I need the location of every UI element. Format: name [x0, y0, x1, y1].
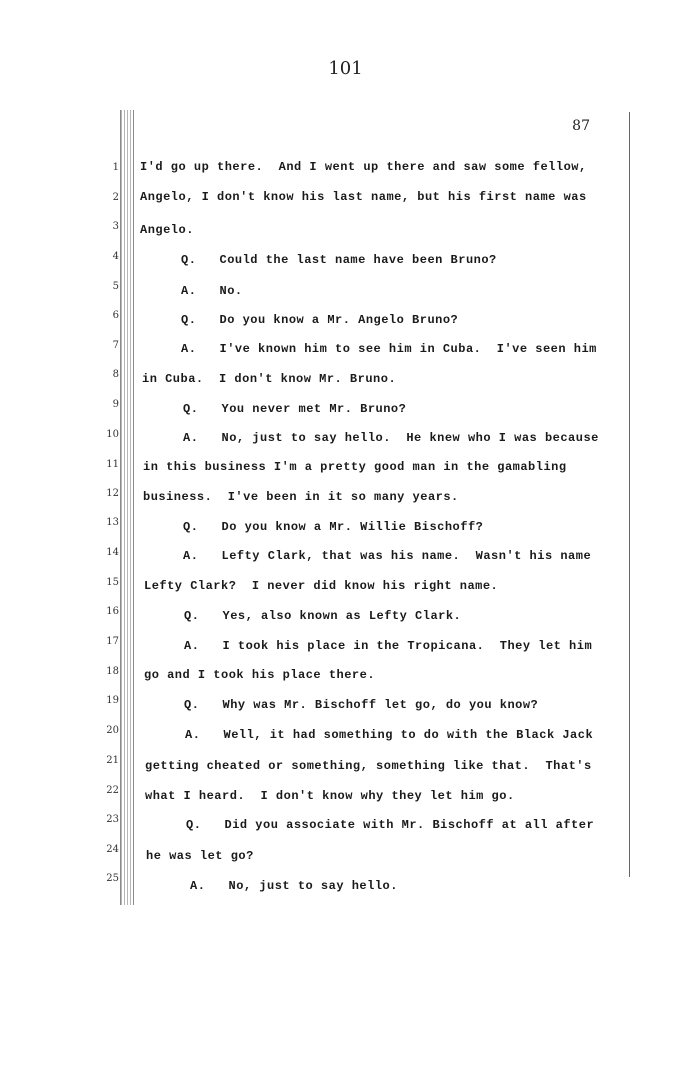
line-number: 18: [106, 666, 119, 677]
transcript-line: A. No, just to say hello.: [190, 879, 398, 893]
left-margin-rule: [120, 110, 134, 905]
line-number: 9: [112, 399, 119, 410]
line-number: 22: [106, 785, 119, 796]
transcript-line: A. Well, it had something to do with the Black Jack: [185, 728, 594, 742]
line-number: 12: [106, 488, 119, 499]
transcript-line: go and I took his place there.: [144, 668, 376, 682]
transcript-line: getting cheated or something, something like that. That's: [145, 759, 592, 773]
line-number: 17: [106, 636, 119, 647]
line-number: 3: [112, 221, 119, 232]
transcript-line: Lefty Clark? I never did know his right name.: [144, 579, 499, 593]
line-number: 1: [112, 162, 119, 173]
line-number: 11: [106, 459, 119, 470]
line-number: 24: [106, 844, 119, 855]
line-number: 25: [106, 873, 119, 884]
line-number: 20: [106, 725, 119, 736]
line-number: 23: [106, 814, 119, 825]
page-number: 101: [328, 58, 363, 79]
line-number: 14: [106, 547, 119, 558]
transcript-line: Angelo.: [140, 223, 194, 237]
transcript-line: Q. Could the last name have been Bruno?: [181, 253, 497, 267]
transcript-line: A. No, just to say hello. He knew who I was because: [183, 431, 599, 445]
line-number: 6: [112, 310, 119, 321]
transcript-line: A. I've known him to see him in Cuba. I've seen him: [181, 342, 597, 356]
transcript-page-number: 87: [572, 118, 590, 134]
transcript-line: he was let go?: [146, 849, 254, 863]
transcript-line: in Cuba. I don't know Mr. Bruno.: [142, 372, 397, 386]
line-number: 7: [112, 340, 119, 351]
line-number: 21: [106, 755, 119, 766]
line-number: 19: [106, 695, 119, 706]
transcript-line: Q. Did you associate with Mr. Bischoff at all after: [186, 818, 595, 832]
transcript-line: Angelo, I don't know his last name, but his first name was: [140, 190, 587, 204]
line-number: 10: [106, 429, 119, 440]
transcript-line: what I heard. I don't know why they let him go.: [145, 789, 515, 803]
transcript-line: A. Lefty Clark, that was his name. Wasn't his name: [183, 549, 592, 563]
transcript-line: A. I took his place in the Tropicana. They let him: [184, 639, 593, 653]
line-number: 13: [106, 517, 119, 528]
line-number: 5: [112, 281, 119, 292]
transcript-line: Q. You never met Mr. Bruno?: [183, 402, 407, 416]
transcript-line: Q. Why was Mr. Bischoff let go, do you know?: [184, 698, 539, 712]
transcript-line: I'd go up there. And I went up there and saw some fellow,: [140, 160, 587, 174]
transcript-line: Q. Do you know a Mr. Angelo Bruno?: [181, 313, 459, 327]
transcript-line: Q. Yes, also known as Lefty Clark.: [184, 609, 462, 623]
transcript-line: A. No.: [181, 284, 243, 298]
line-number: 8: [112, 369, 119, 380]
line-number: 4: [112, 251, 119, 262]
transcript-line: Q. Do you know a Mr. Willie Bischoff?: [183, 520, 484, 534]
transcript-line: business. I've been in it so many years.: [143, 490, 459, 504]
transcript-line: in this business I'm a pretty good man in the gamabling: [143, 460, 567, 474]
right-margin-rule: [629, 112, 630, 877]
line-number: 15: [106, 577, 119, 588]
line-number: 16: [106, 606, 119, 617]
line-number: 2: [112, 192, 119, 203]
